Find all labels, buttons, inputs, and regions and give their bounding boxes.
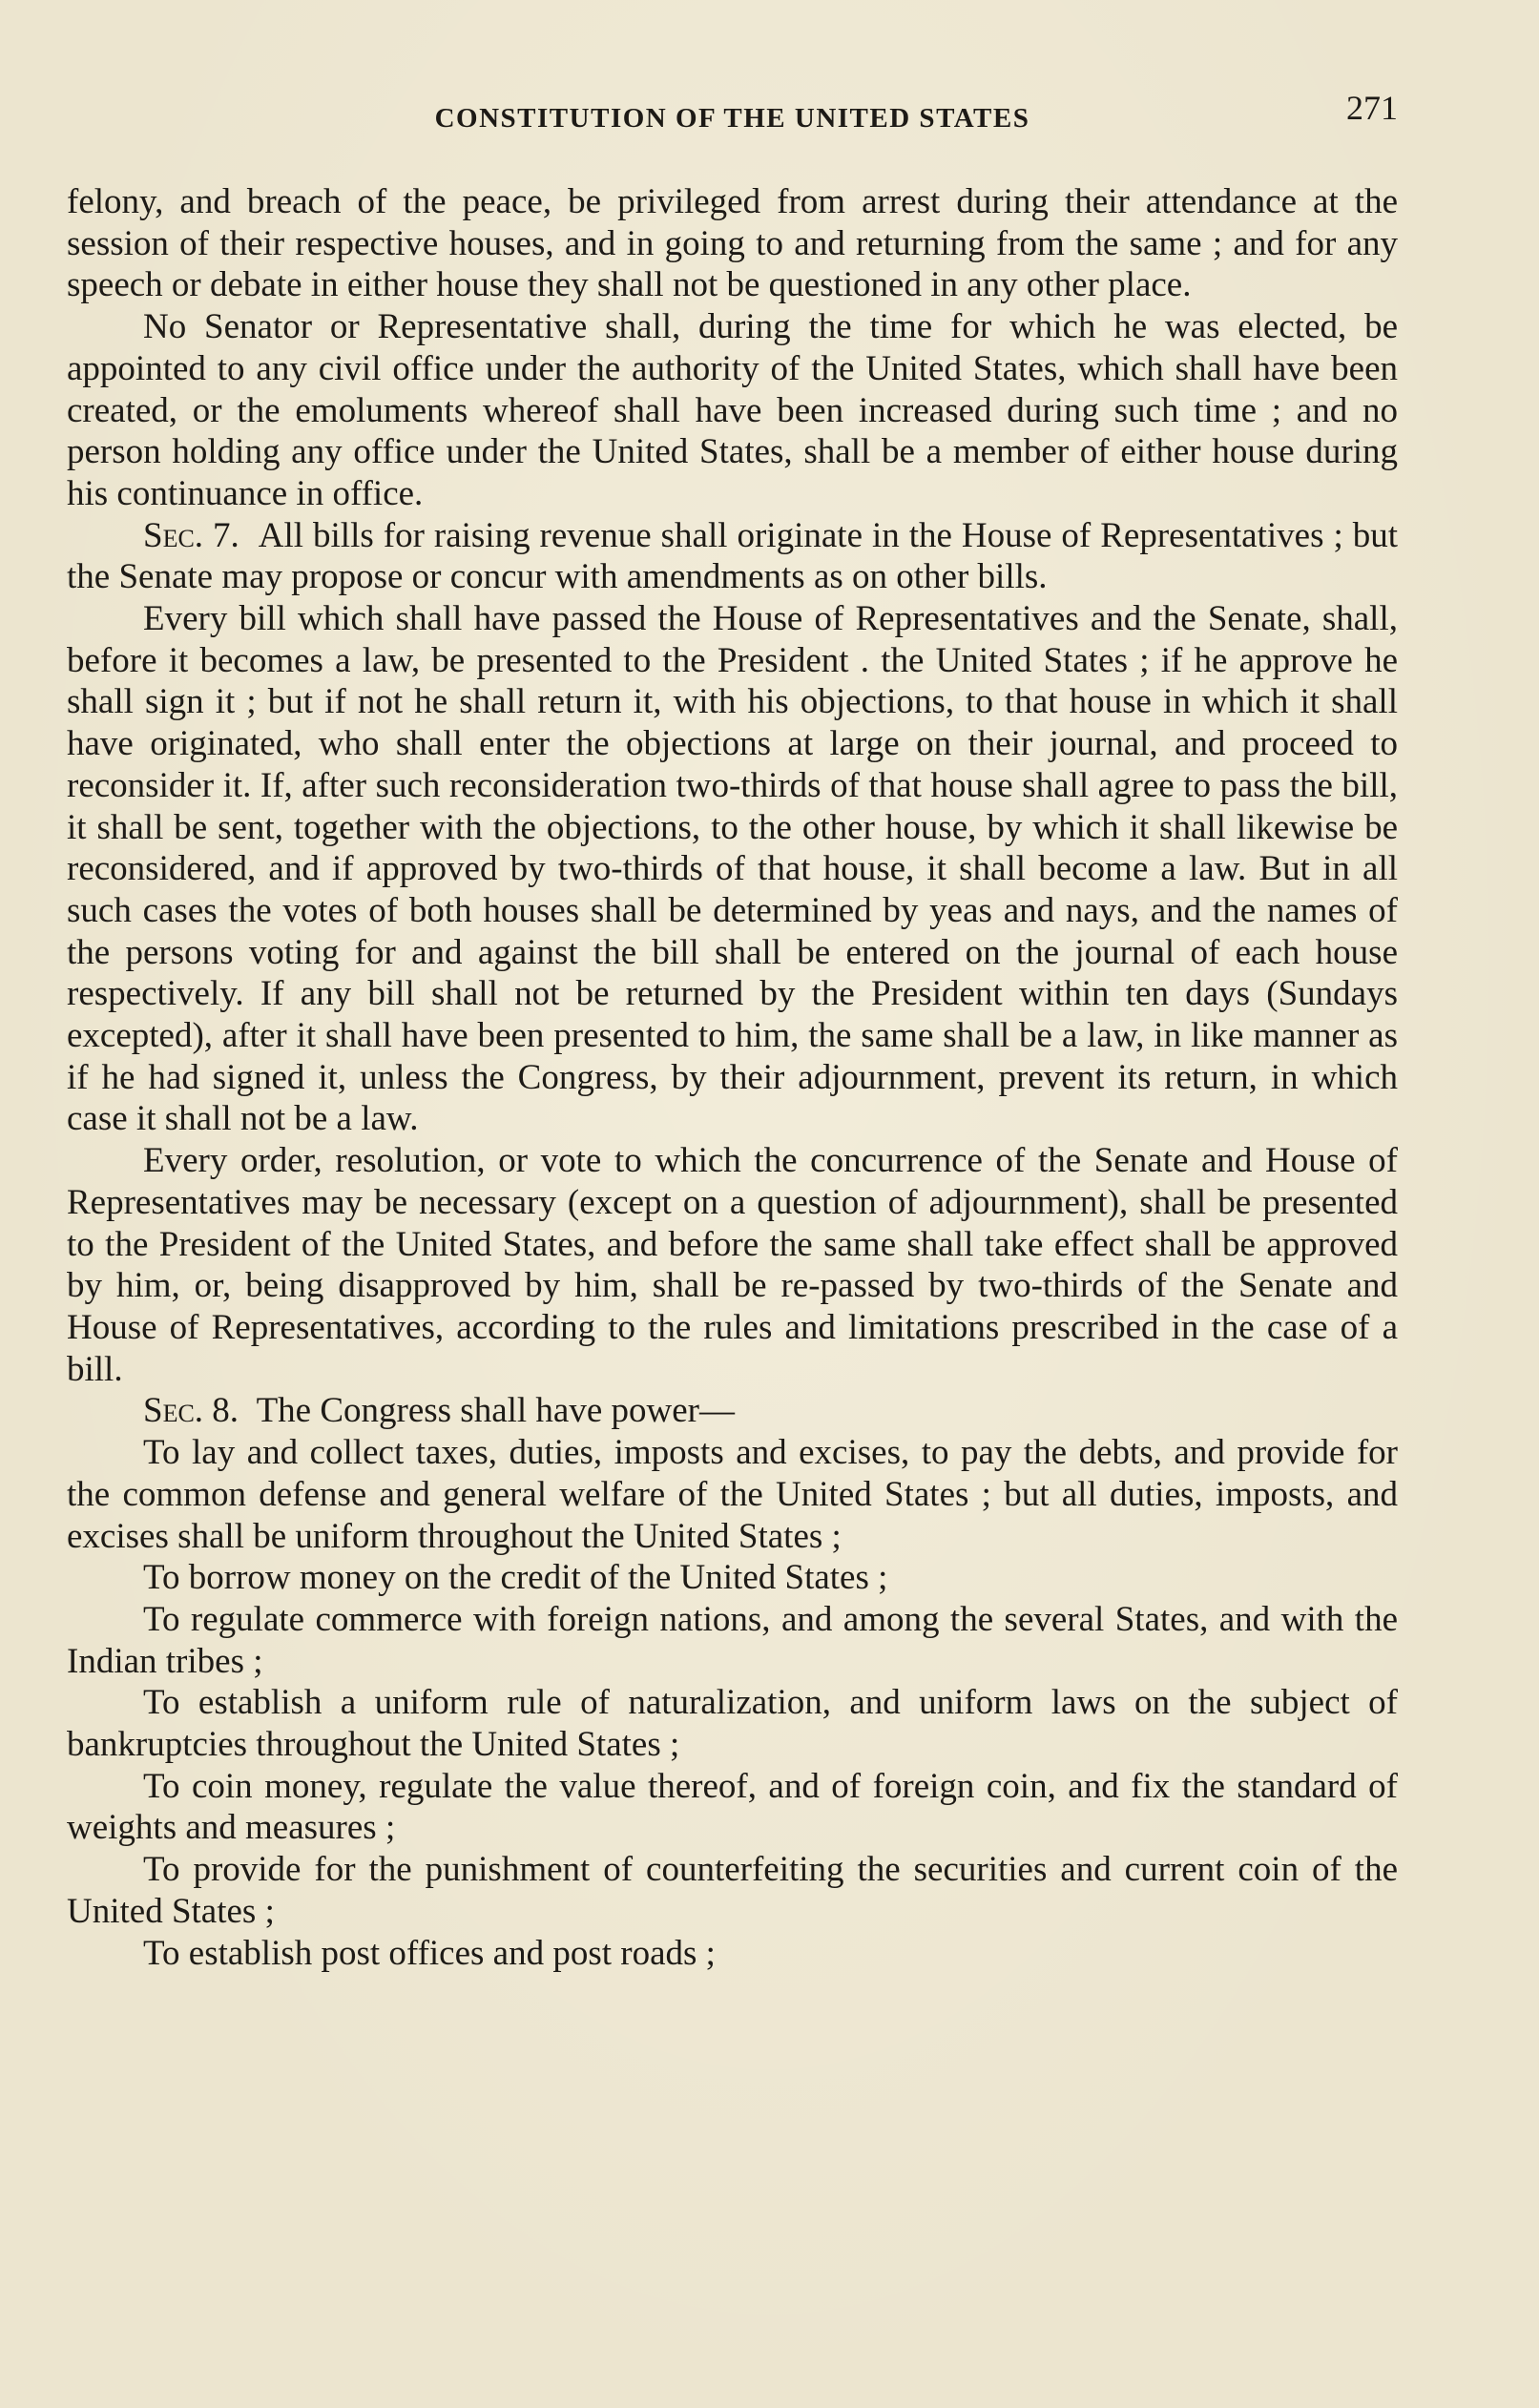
paragraph-regulate-commerce: To regulate commerce with foreign nations, and among the several States, and with the Indian tribes ;: [67, 1599, 1398, 1681]
paragraph-continuation: felony, and breach of the peace, be privileged from arrest during their attendance at the session of their respective houses, and in going to and returning from the same ; and for any speech or debate in either house they shall not be questioned in any other place.: [67, 182, 1398, 305]
paragraph-presentment-clause: Every bill which shall have passed the House of Representatives and the Senate, shall, before it becomes a law, be presented to the President . the United States ; if he approve he shall sign it ; but if not he shall return it, with his objections, to that house in which it shall have originated, who shall enter the objections at large on their journal, and proceed to reconsider it. If, after such reconsideration two-thirds of that house shall agree to pass the bill, it shall be sent, together with the objections, to the other house, by which it shall likewise be reconsidered, and if approved by two-thirds of that house, it shall become a law. But in all such cases the votes of both houses shall be determined by yeas and nays, and the names of the persons voting for and against the bill shall be entered on the journal of each house respectively. If any bill shall not be returned by the President within ten days (Sundays excepted), after it shall have been presented to him, the same shall be a law, in like manner as if he had signed it, unless the Congress, by their adjournment, prevent its return, in which case it shall not be a law.: [67, 599, 1398, 1139]
paragraph-post-offices: To establish post offices and post roads ;: [143, 1933, 716, 1973]
paragraph-borrow-money: To borrow money on the credit of the United States ;: [143, 1558, 888, 1598]
paragraph-taxes: To lay and collect taxes, duties, imposts and excises, to pay the debts, and provide for the common defense and general welfare of the United States ; but all duties, imposts, and excises shall be uniform throughout the United States ;: [67, 1433, 1398, 1556]
section-label: Sec. 8.: [143, 1391, 239, 1431]
paragraph-incompatibility-clause: No Senator or Representative shall, during the time for which he was elected, be appointed to any civil office under the authority of the United States, which shall have been created, or the emoluments whereof shall have been increased during such time ; and no person holding any office under the United States, shall be a member of either house during his continuance in office.: [67, 307, 1398, 513]
paragraph-order-resolution-vote: Every order, resolution, or vote to which the concurrence of the Senate and House of Representatives may be necessary (except on a question of adjournment), shall be presented to the President of the United States, and before the same shall take effect shall be approved by him, or, being disapproved by him, shall be re-passed by two-thirds of the Senate and House of Representatives, according to the rules and limitations prescribed in the case of a bill.: [67, 1141, 1398, 1389]
running-title: CONSTITUTION OF THE UNITED STATES: [434, 103, 1030, 134]
paragraph-section-8: Sec. 8. The Congress shall have power—: [143, 1391, 735, 1431]
paragraph-section-7: Sec. 7. All bills for raising revenue shall originate in the House of Representatives ; but the Senate may propose or concur with amendments as on other bills.: [67, 515, 1399, 597]
section-label: Sec. 7.: [143, 515, 239, 555]
page-number: 271: [1346, 89, 1398, 127]
paragraph-naturalization: To establish a uniform rule of naturalization, and uniform laws on the subject of bankruptcies throughout the United States ;: [67, 1683, 1398, 1765]
body-text: [67, 181, 1398, 1974]
paragraph-coin-money: To coin money, regulate the value thereof, and of foreign coin, and fix the standard of weights and measures ;: [67, 1766, 1398, 1848]
paragraph-counterfeiting: To provide for the punishment of counterfeiting the securities and current coin of the United States ;: [67, 1850, 1398, 1931]
running-head: [67, 88, 1398, 145]
